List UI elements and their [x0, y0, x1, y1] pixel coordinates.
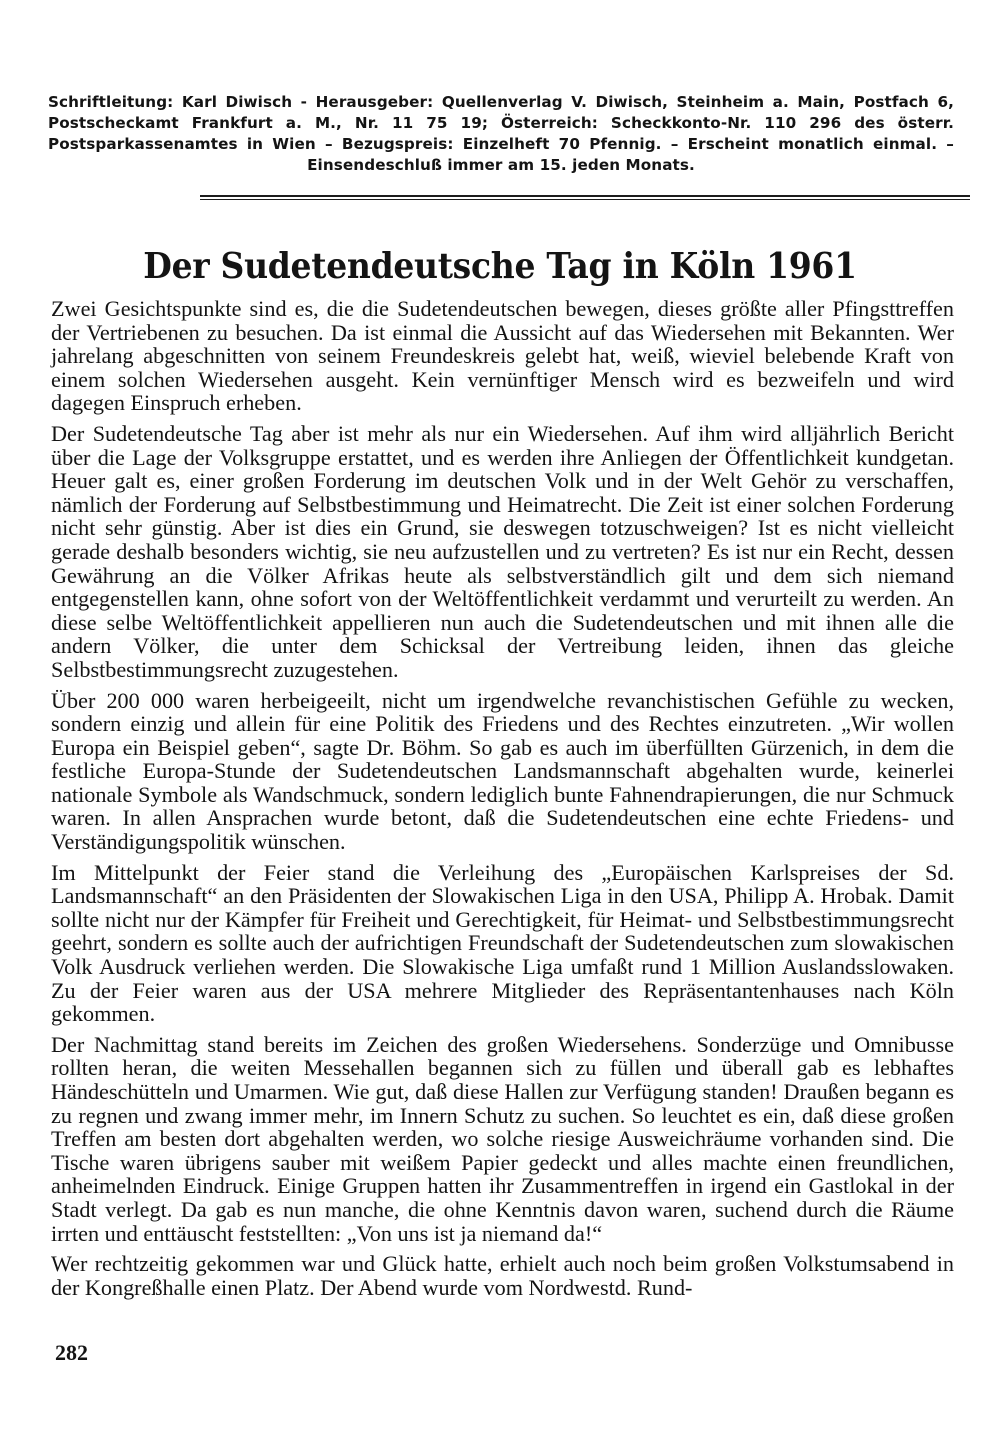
article-paragraph: Wer rechtzeitig gekommen war und Glück hatte, erhielt auch noch beim großen Volkstumsabend in der Kongreßhalle einen Platz. Der Abend wurde vom Nordwestd. Rund- — [51, 1251, 954, 1300]
article-paragraph: Der Sudetendeutsche Tag aber ist mehr als nur ein Wiedersehen. Auf ihm wird alljährlich Bericht über die Lage der Volksgruppe erstattet, und es werden ihre Anliegen der Öffentlichkeit kundgetan. Heuer galt es, einer großen Forderung im deutschen Volk und in der Welt Gehör zu verschaffen, nämlich der Forderung auf Selbstbestimmung und Heimatrecht. Die Zeit ist einer solchen Forderung nicht sehr günstig. Aber ist dies ein Grund, sie deswegen totzuschweigen? Ist es nicht vielleicht gerade deshalb besonders wichtig, sie neu aufzustellen und zu vertreten? Es ist nur ein Recht, dessen Gewährung an die Völker Afrikas heute als selbstverständlich gilt und dem sich niemand entgegenstellen kann, ohne sofort von der Weltöffentlichkeit verdammt und verurteilt zu werden. An diese selbe Weltöffentlichkeit appellieren nun auch die Sudetendeutschen und mit ihnen alle die andern Völker, die unter dem Schicksal der Vertreibung leiden, ihnen das gleiche Selbstbestimmungsrecht zuzugestehen. — [51, 420, 954, 682]
article-title: Der Sudetendeutsche Tag in Köln 1961 — [143, 244, 857, 287]
article-paragraph: Zwei Gesichtspunkte sind es, die die Sudetendeutschen bewegen, dieses größte aller Pfingsttreffen der Vertriebenen zu besuchen. Da ist einmal die Aussicht auf das Wiedersehen mit Bekannten. Wer jahrelang abgeschnitten von seinem Freundeskreis gelebt hat, weiß, wieviel belebende Kraft von einem solchen Wiedersehen ausgeht. Kein vernünftiger Mensch wird es bezweifeln und wird dagegen Einspruch erheben. — [51, 296, 954, 416]
separator-rule — [200, 195, 970, 200]
article-paragraph: Im Mittelpunkt der Feier stand die Verleihung des „Europäischen Karlspreises der Sd. Landsmannschaft“ an den Präsidenten der Slowakischen Liga in den USA, Philipp A. Hrobak. Damit sollte nicht nur der Kämpfer für Freiheit und Gerechtigkeit, für Heimat- und Selbstbestimmungsrecht geehrt, sondern es sollte auch der aufrichtigen Freundschaft der Sudetendeutschen zum slowakischen Volk Ausdruck verliehen werden. Die Slowakische Liga umfaßt rund 1 Million Auslandsslowaken. Zu der Feier waren aus der USA mehrere Mitglieder des Repräsentantenhauses nach Köln gekommen. — [51, 859, 954, 1027]
masthead-imprint: Schriftleitung: Karl Diwisch - Herausgeber: Quellenverlag V. Diwisch, Steinheim a. Main, Postfach 6, Postscheckamt Frankfurt a. M., Nr. 11 75 19; Österreich: Scheckkonto-Nr. 110 296 des österr. Postsparkassenamtes in Wien – Bezugspreis: Einzelheft 70 Pfennig. – Erscheint monatlich einmal. – Einsendeschluß immer am 15. jeden Monats. — [48, 93, 954, 174]
article-paragraph: Über 200 000 waren herbeigeeilt, nicht um irgendwelche revanchistischen Gefühle zu wecken, sondern einzig und allein für eine Politik des Friedens und des Rechtes einzutreten. „Wir wollen Europa ein Beispiel geben“, sagte Dr. Böhm. So gab es auch im überfüllten Gürzenich, in dem die festliche Europa-Stunde der Sudetendeutschen Landsmannschaft abgehalten wurde, keinerlei nationale Symbole als Wandschmuck, sondern lediglich bunte Fahnendrapierungen, die nur Schmuck waren. In allen Ansprachen wurde betont, daß die Sudetendeutschen eine echte Friedens- und Verständigungspolitik wünschen. — [51, 687, 954, 855]
page-number: 282 — [55, 1340, 88, 1365]
article-paragraph: Der Nachmittag stand bereits im Zeichen des großen Wiedersehens. Sonderzüge und Omnibusse rollten heran, die weiten Messehallen begannen sich zu füllen und überall gab es lebhaftes Händeschütteln und Umarmen. Wie gut, daß diese Hallen zur Verfügung standen! Draußen begann es zu regnen und zwang immer mehr, im Innern Schutz zu suchen. So leuchtet es ein, daß diese großen Treffen am besten dort abgehalten werden, wo solche riesige Ausweichräume vorhanden sind. Die Tische waren übrigens sauber mit weißem Papier gedeckt und alles machte einen freundlichen, anheimelnden Eindruck. Einige Gruppen hatten ihr Zusammentreffen in irgend ein Gastlokal in der Stadt verlegt. Da gab es nun manche, die ohne Kenntnis davon waren, suchend durch die Räume irrten und enttäuscht feststellten: „Von uns ist ja niemand da!“ — [51, 1031, 954, 1246]
article-body — [51, 297, 954, 1306]
